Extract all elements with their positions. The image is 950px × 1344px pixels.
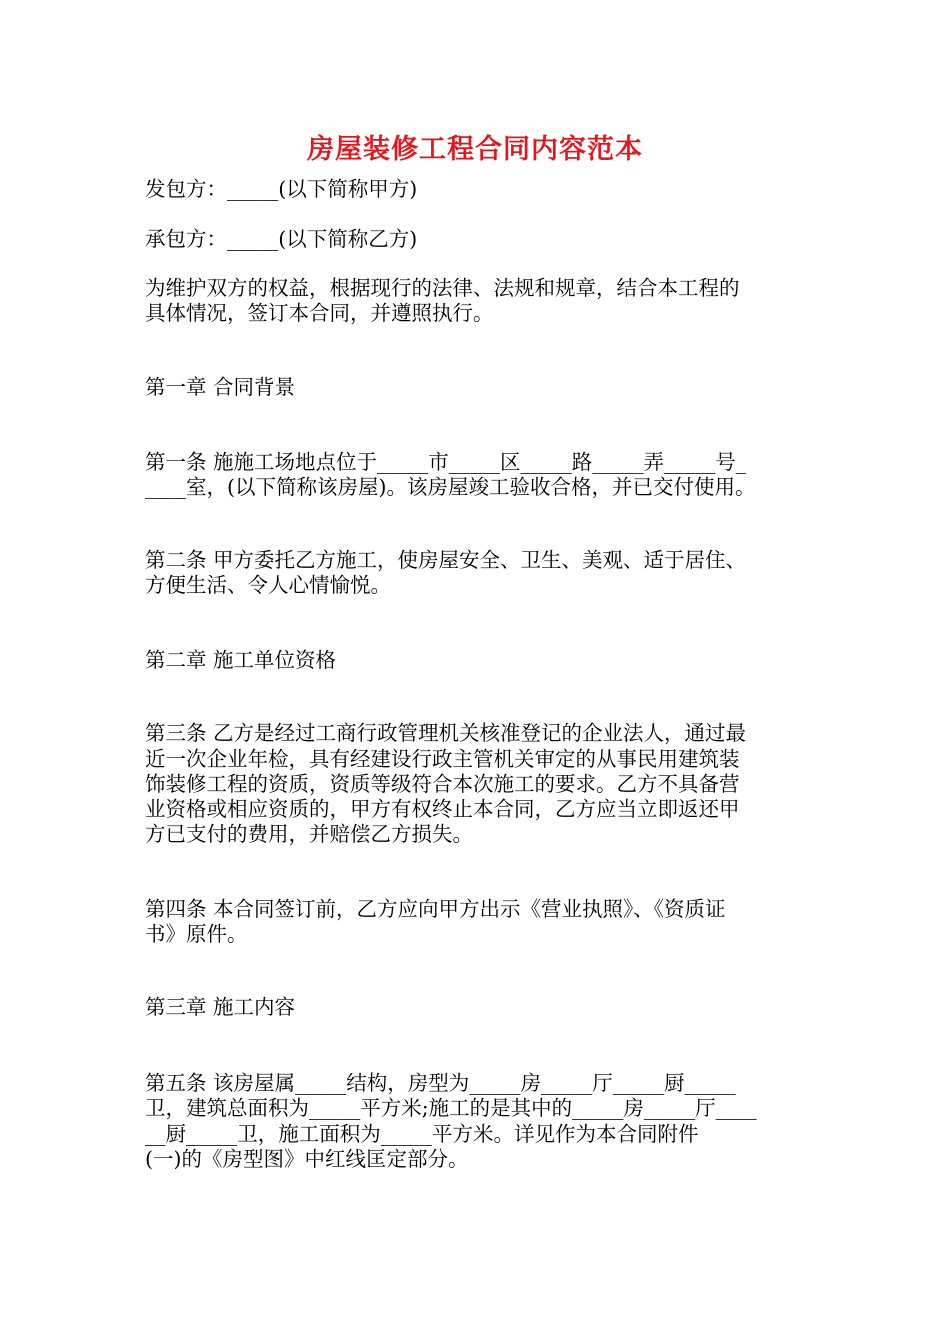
article-2-line-1: 第二条 甲方委托乙方施工，使房屋安全、卫生、美观、适于居住、: [145, 548, 747, 572]
article-3-line-2: 近一次企业年检，具有经建设行政主管机关审定的从事民用建筑装: [145, 747, 740, 771]
article-4-line-2: 书》原件。: [145, 922, 248, 946]
article-1-line-1: 第一条 施施工场地点位于_____市_____区_____路_____弄_____号_: [145, 450, 747, 474]
chapter-1-heading: 第一章 合同背景: [145, 375, 296, 399]
article-1-line-2: ____室，(以下简称该房屋)。该房屋竣工验收合格，并已交付使用。: [145, 475, 756, 499]
article-3-line-4: 业资格或相应资质的，甲方有权终止本合同，乙方应当立即返还甲: [145, 797, 740, 821]
article-5-line-2: 卫，建筑总面积为_____平方米;施工的是其中的_____房_____厅____: [145, 1096, 757, 1120]
preamble-line-2: 具体情况，签订本合同，并遵照执行。: [145, 301, 494, 325]
party-b-line: 承包方：_____(以下简称乙方): [145, 227, 418, 251]
article-5-line-4: (一)的《房型图》中红线匡定部分。: [145, 1147, 469, 1171]
article-5-line-1: 第五条 该房屋属_____结构，房型为_____房_____厅_____厨_____: [145, 1071, 736, 1095]
article-3-line-1: 第三条 乙方是经过工商行政管理机关核准登记的企业法人，通过最: [145, 721, 747, 745]
party-a-line: 发包方：_____(以下简称甲方): [145, 177, 418, 201]
article-3-line-5: 方已支付的费用，并赔偿乙方损失。: [145, 822, 473, 846]
article-3-line-3: 饰装修工程的资质，资质等级符合本次施工的要求。乙方不具备营: [145, 772, 740, 796]
article-5-line-3: __厨_____卫，施工面积为_____平方米。详见作为本合同附件: [145, 1122, 699, 1146]
document-title: 房屋装修工程合同内容范本: [307, 134, 643, 165]
article-4-line-1: 第四条 本合同签订前，乙方应向甲方出示《营业执照》、《资质证: [145, 897, 726, 921]
chapter-2-heading: 第二章 施工单位资格: [145, 648, 337, 672]
chapter-3-heading: 第三章 施工内容: [145, 995, 296, 1019]
preamble-line-1: 为维护双方的权益，根据现行的法律、法规和规章，结合本工程的: [145, 276, 740, 300]
article-2-line-2: 方便生活、令人心情愉悦。: [145, 573, 391, 597]
